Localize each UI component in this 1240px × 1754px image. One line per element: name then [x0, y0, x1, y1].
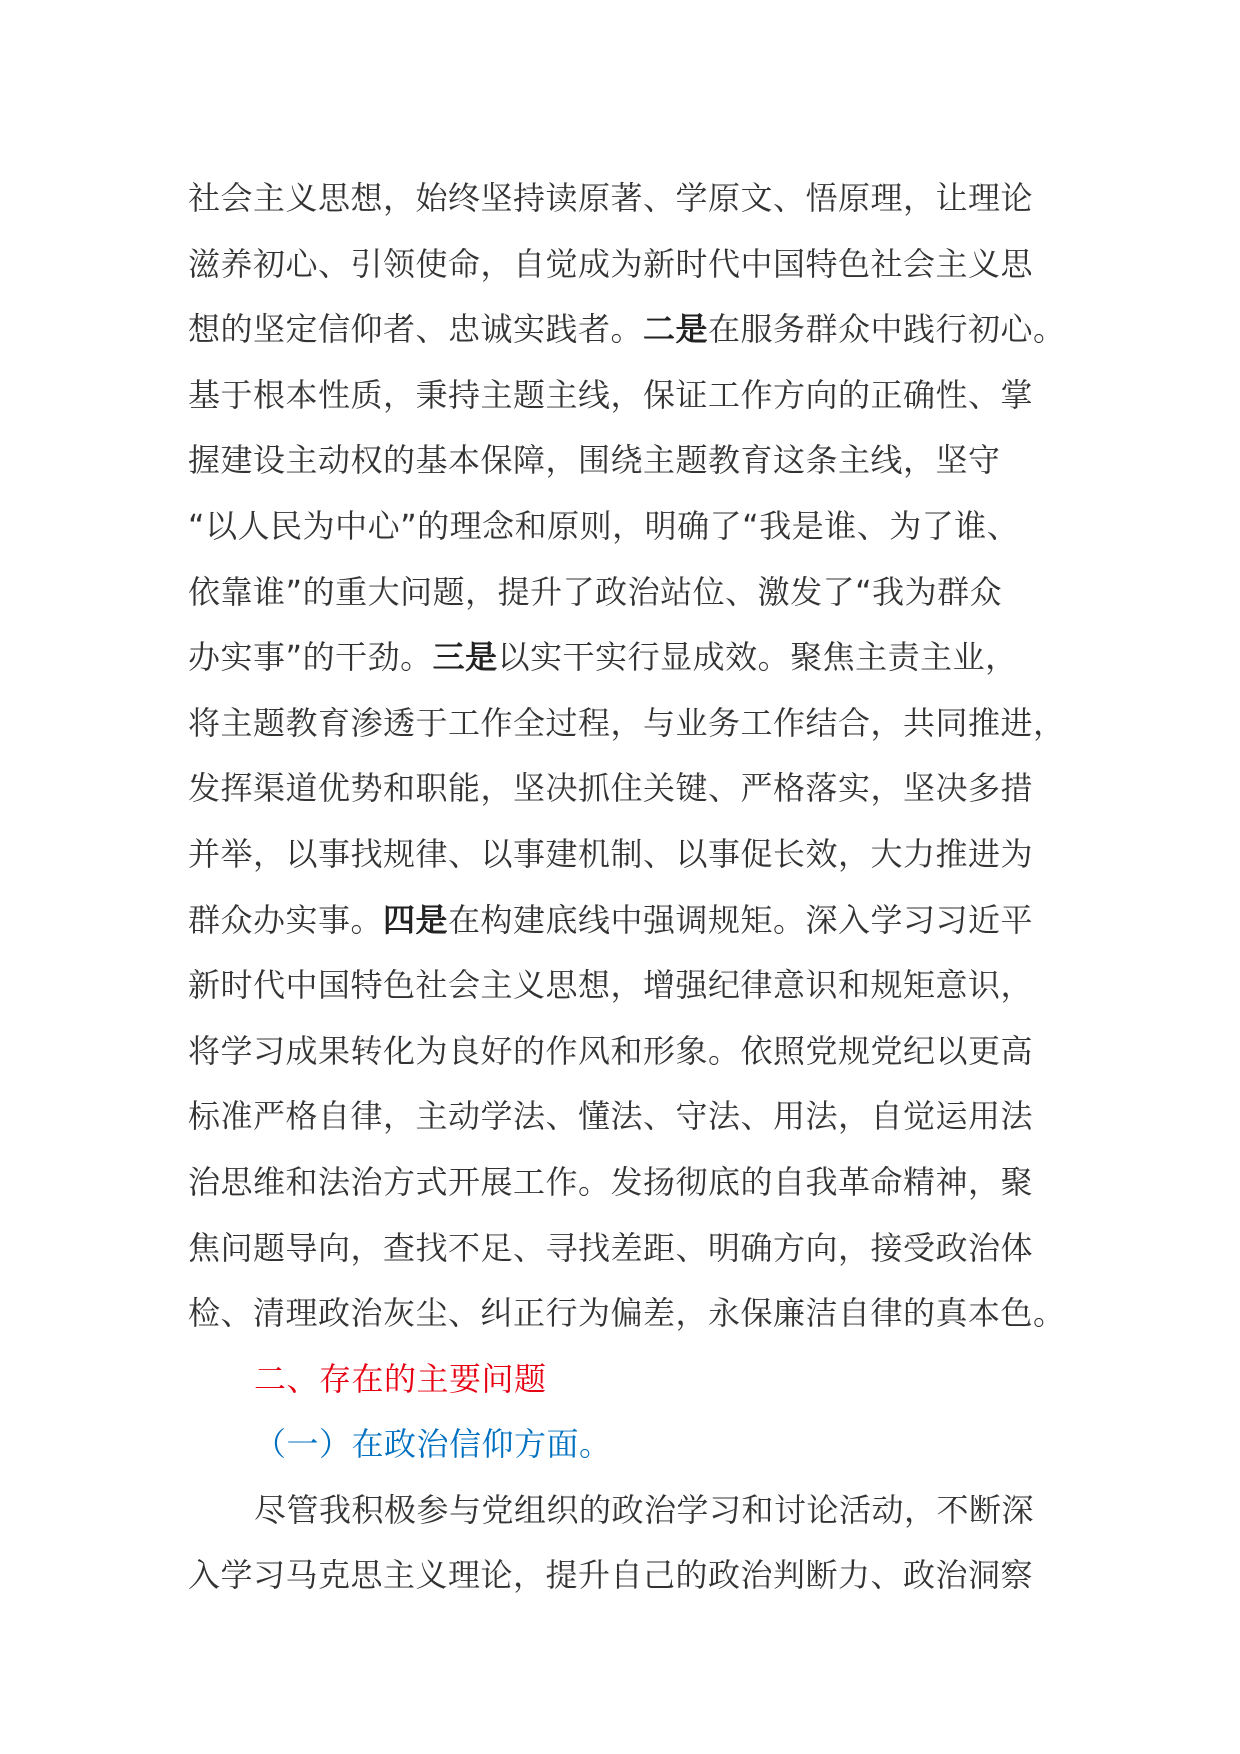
paragraph-line [188, 1023, 1068, 1089]
text-segment: 治思维和法治方式开展工作。发扬彻底的自我革命精神，聚 [188, 1162, 1034, 1201]
paragraph-line [188, 957, 1068, 1023]
text-segment: 检、清理政治灰尘、纠正行为偏差，永保廉洁自律的真本色。 [188, 1294, 1066, 1333]
paragraph-line [188, 236, 1068, 302]
text-segment: 将学习成果转化为良好的作风和形象。依照党规党纪以更高 [188, 1031, 1034, 1070]
text-segment: “以人民为中心”的理念和原则，明确了“我是谁、为了谁、 [188, 506, 1020, 545]
bold-lead-term: 四是 [383, 900, 449, 939]
text-segment: 办实事”的干劲。 [188, 638, 433, 677]
paragraph-line [188, 170, 1068, 236]
paragraph-line [188, 1154, 1068, 1220]
text-segment: 依靠谁”的重大问题，提升了政治站位、激发了“我为群众 [188, 572, 1003, 611]
text-segment: 发挥渠道优势和职能，坚决抓住关键、严格落实，坚决多措 [188, 769, 1034, 808]
text-segment: 焦问题导向，查找不足、寻找差距、明确方向，接受政治体 [188, 1228, 1034, 1267]
paragraph-line [188, 564, 1068, 630]
paragraph-line [188, 432, 1068, 498]
paragraph-line [188, 826, 1068, 892]
text-segment: 在服务群众中践行初心。 [708, 310, 1066, 349]
text-segment: 标准严格自律，主动学法、懂法、守法、用法，自觉运用法 [188, 1097, 1034, 1136]
text-segment: 握建设主动权的基本保障，围绕主题教育这条主线，坚守 [188, 441, 1001, 480]
paragraph-line [188, 367, 1068, 433]
paragraph-line [188, 1088, 1068, 1154]
text-segment: 在构建底线中强调规矩。深入学习习近平 [448, 900, 1034, 939]
subsection-heading: （一）在政治信仰方面。 [254, 1425, 612, 1464]
paragraph-line [188, 629, 1068, 695]
text-segment: 群众办实事。 [188, 900, 384, 939]
paragraph-line [188, 892, 1068, 958]
text-segment: 想的坚定信仰者、忠诚实践者。 [188, 310, 644, 349]
section-heading: 二、存在的主要问题 [254, 1359, 547, 1398]
bold-lead-term: 二是 [643, 310, 709, 349]
paragraph-line [188, 760, 1068, 826]
paragraph-line: 尽管我积极参与党组织的政治学习和讨论活动，不断深 [254, 1490, 1035, 1529]
paragraph-line [188, 1220, 1068, 1286]
paragraph-line [188, 695, 1068, 761]
text-segment: 滋养初心、引领使命，自觉成为新时代中国特色社会主义思 [188, 244, 1034, 283]
paragraph-line [188, 301, 1068, 367]
body-paragraph [188, 170, 1068, 1351]
text-segment: 将主题教育渗透于工作全过程，与业务工作结合，共同推进， [188, 703, 1066, 742]
paragraph-line [188, 498, 1068, 564]
bold-lead-term: 三是 [432, 638, 498, 677]
paragraph-line: 入学习马克思主义理论，提升自己的政治判断力、政治洞察 [188, 1556, 1034, 1595]
paragraph-line [188, 1285, 1068, 1351]
text-segment: 基于根本性质，秉持主题主线，保证工作方向的正确性、掌 [188, 375, 1034, 414]
text-segment: 新时代中国特色社会主义思想，增强纪律意识和规矩意识， [188, 966, 1034, 1005]
text-segment: 以实干实行显成效。聚焦主责主业， [497, 638, 1018, 677]
text-segment: 社会主义思想，始终坚持读原著、学原文、悟原理，让理论 [188, 179, 1034, 217]
document-body [188, 170, 1068, 1613]
text-segment: 并举，以事找规律、以事建机制、以事促长效，大力推进为 [188, 834, 1034, 873]
